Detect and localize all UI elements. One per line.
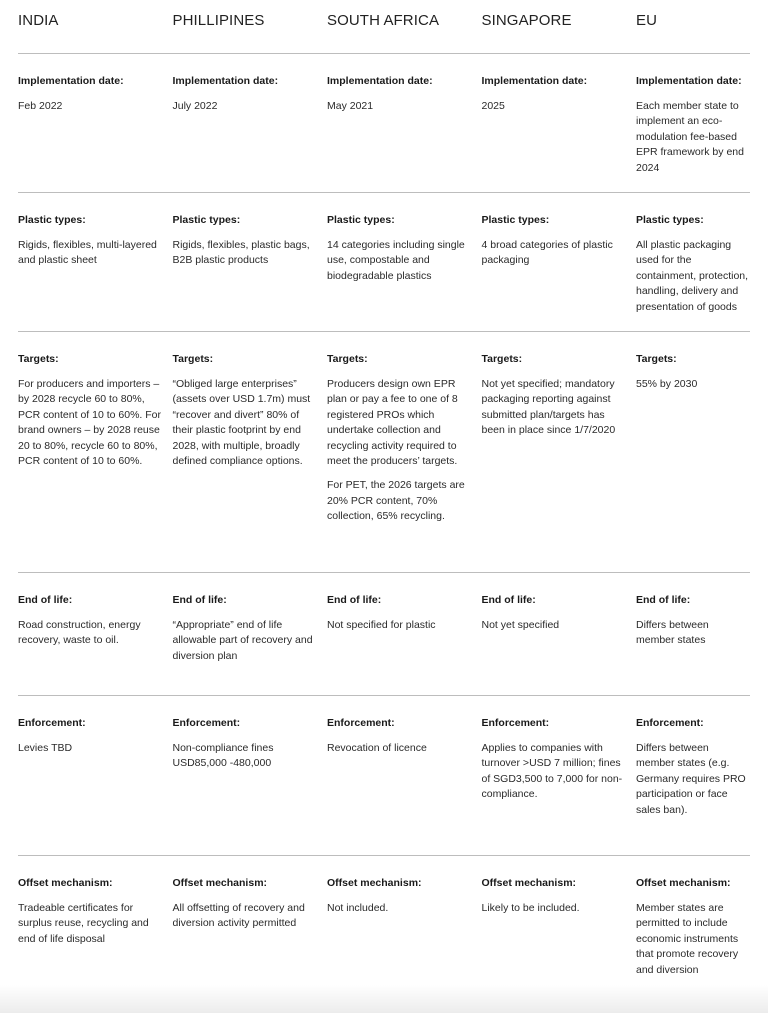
country-heading-india: INDIA bbox=[18, 12, 59, 29]
cell-label: Targets: bbox=[327, 353, 368, 365]
cell-value: Likely to be included. bbox=[481, 902, 580, 914]
cell-label: Enforcement: bbox=[636, 717, 704, 729]
cell-label: Enforcement: bbox=[481, 717, 550, 729]
cell-value: Differs between member states bbox=[636, 619, 709, 647]
epr-comparison-table bbox=[18, 0, 750, 1014]
cell-enforcement-eu bbox=[636, 696, 750, 855]
country-heading-south-africa: SOUTH AFRICA bbox=[327, 12, 440, 29]
cell-label: Offset mechanism: bbox=[481, 877, 577, 889]
cell-value: Differs between member states (e.g. Germany requires PRO participation or face sales ban). bbox=[636, 742, 746, 816]
country-heading-phillipines: PHILLIPINES bbox=[172, 12, 265, 29]
bottom-fade bbox=[0, 985, 768, 1013]
country-heading-eu: EU bbox=[636, 12, 658, 29]
cell-value: Producers design own EPR plan or pay a fee to one of 8 registered PROs which undertake collection and recycling activity required to meet the producers’ targets. bbox=[327, 378, 458, 468]
cell-label: Targets: bbox=[636, 353, 677, 365]
cell-value: Feb 2022 bbox=[18, 100, 63, 112]
cell-value: For PET, the 2026 targets are 20% PCR content, 70% collection, 65% recycling. bbox=[327, 479, 465, 523]
cell-value: Member states are permitted to include economic instruments that promote recovery and diversion bbox=[636, 902, 739, 976]
cell-value: For producers and importers – by 2028 recycle 60 to 80%, PCR content of 10 to 60%. For brand owners – by 2028 reuse 20 to 80%, recycle 60 to 80%, PCR content of 10 to 60%. bbox=[18, 378, 161, 468]
cell-label: Targets: bbox=[18, 353, 59, 365]
cell-label: End of life: bbox=[327, 594, 382, 606]
cell-value: 55% by 2030 bbox=[636, 378, 698, 390]
cell-value: Each member state to implement an eco-modulation fee-based EPR framework by end 2024 bbox=[636, 100, 744, 174]
cell-targets-singapore bbox=[482, 332, 637, 572]
cell-value: 2025 bbox=[481, 100, 505, 112]
cell-end-of-life-eu bbox=[636, 573, 750, 695]
cell-value: Not included. bbox=[327, 902, 389, 914]
cell-label: Offset mechanism: bbox=[18, 877, 113, 889]
section-implementation bbox=[18, 54, 750, 193]
cell-targets-india bbox=[18, 332, 173, 572]
cell-label: End of life: bbox=[481, 594, 536, 606]
cell-plastic-types-phillipines bbox=[173, 193, 328, 331]
cell-end-of-life-singapore bbox=[482, 573, 637, 695]
cell-label: Offset mechanism: bbox=[636, 877, 731, 889]
cell-value: Not yet specified bbox=[481, 619, 560, 631]
cell-label: End of life: bbox=[18, 594, 73, 606]
cell-implementation-phillipines bbox=[173, 54, 328, 192]
cell-label: Enforcement: bbox=[327, 717, 395, 729]
cell-label: Targets: bbox=[172, 353, 214, 365]
cell-plastic-types-eu bbox=[636, 193, 750, 331]
cell-label: Plastic types: bbox=[636, 214, 704, 226]
cell-value: Applies to companies with turnover >USD 7 million; fines of SGD3,500 to 7,000 for non-compliance. bbox=[481, 742, 623, 801]
cell-plastic-types-india bbox=[18, 193, 173, 331]
cell-value: Rigids, flexibles, plastic bags, B2B plastic products bbox=[172, 239, 310, 267]
cell-value: 4 broad categories of plastic packaging bbox=[481, 239, 613, 267]
cell-value: “Appropriate” end of life allowable part of recovery and diversion plan bbox=[172, 619, 313, 662]
cell-value: All offsetting of recovery and diversion activity permitted bbox=[172, 902, 305, 930]
cell-targets-eu bbox=[636, 332, 750, 572]
cell-enforcement-india bbox=[18, 696, 173, 855]
cell-enforcement-south-africa bbox=[327, 696, 482, 855]
cell-end-of-life-india bbox=[18, 573, 173, 695]
cell-label: Targets: bbox=[481, 353, 523, 365]
cell-implementation-south-africa bbox=[327, 54, 482, 192]
cell-value: 14 categories including single use, compostable and biodegradable plastics bbox=[327, 239, 465, 282]
cell-value: “Obliged large enterprises” (assets over USD 1.7m) must “recover and divert” 80% of their plastic footprint by end 2028, with multiple, broadly defined compliance options. bbox=[172, 378, 311, 468]
cell-value: Tradeable certificates for surplus reuse, recycling and end of life disposal bbox=[18, 902, 149, 945]
cell-label: Plastic types: bbox=[481, 214, 550, 226]
cell-value: Revocation of licence bbox=[327, 742, 427, 754]
country-heading-singapore: SINGAPORE bbox=[481, 12, 572, 29]
section-end-of-life bbox=[18, 573, 750, 696]
cell-value: Road construction, energy recovery, waste to oil. bbox=[18, 619, 141, 647]
section-enforcement bbox=[18, 696, 750, 856]
cell-label: End of life: bbox=[172, 594, 227, 606]
cell-plastic-types-singapore bbox=[482, 193, 637, 331]
cell-value: Not yet specified; mandatory packaging reporting against submitted plan/targets has been in place since 1/7/2020 bbox=[481, 378, 616, 437]
cell-label: Enforcement: bbox=[172, 717, 241, 729]
country-header-row bbox=[18, 0, 750, 54]
cell-label: Plastic types: bbox=[327, 214, 395, 226]
cell-value: Not specified for plastic bbox=[327, 619, 436, 631]
cell-value: All plastic packaging used for the containment, protection, handling, delivery and presentation of goods bbox=[636, 239, 749, 313]
cell-value: Rigids, flexibles, multi-layered and plastic sheet bbox=[18, 239, 157, 267]
cell-end-of-life-south-africa bbox=[327, 573, 482, 695]
cell-targets-south-africa bbox=[327, 332, 482, 572]
cell-label: Implementation date: bbox=[18, 75, 124, 87]
cell-label: Implementation date: bbox=[327, 75, 433, 87]
cell-value: July 2022 bbox=[172, 100, 218, 112]
cell-implementation-singapore bbox=[482, 54, 637, 192]
cell-label: Offset mechanism: bbox=[172, 877, 268, 889]
cell-label: Plastic types: bbox=[18, 214, 86, 226]
cell-label: End of life: bbox=[636, 594, 691, 606]
cell-end-of-life-phillipines bbox=[173, 573, 328, 695]
cell-label: Offset mechanism: bbox=[327, 877, 422, 889]
cell-label: Enforcement: bbox=[18, 717, 86, 729]
cell-label: Implementation date: bbox=[481, 75, 588, 87]
cell-value: Levies TBD bbox=[18, 742, 73, 754]
cell-implementation-india bbox=[18, 54, 173, 192]
cell-label: Implementation date: bbox=[636, 75, 742, 87]
cell-enforcement-phillipines bbox=[173, 696, 328, 855]
table-body bbox=[18, 54, 750, 1014]
cell-value: May 2021 bbox=[327, 100, 374, 112]
section-plastic-types bbox=[18, 193, 750, 332]
cell-targets-phillipines bbox=[173, 332, 328, 572]
cell-value: Non-compliance fines USD85,000 -480,000 bbox=[172, 742, 274, 770]
cell-enforcement-singapore bbox=[482, 696, 637, 855]
cell-label: Plastic types: bbox=[172, 214, 241, 226]
cell-implementation-eu bbox=[636, 54, 750, 192]
cell-plastic-types-south-africa bbox=[327, 193, 482, 331]
section-targets bbox=[18, 332, 750, 573]
cell-label: Implementation date: bbox=[172, 75, 279, 87]
